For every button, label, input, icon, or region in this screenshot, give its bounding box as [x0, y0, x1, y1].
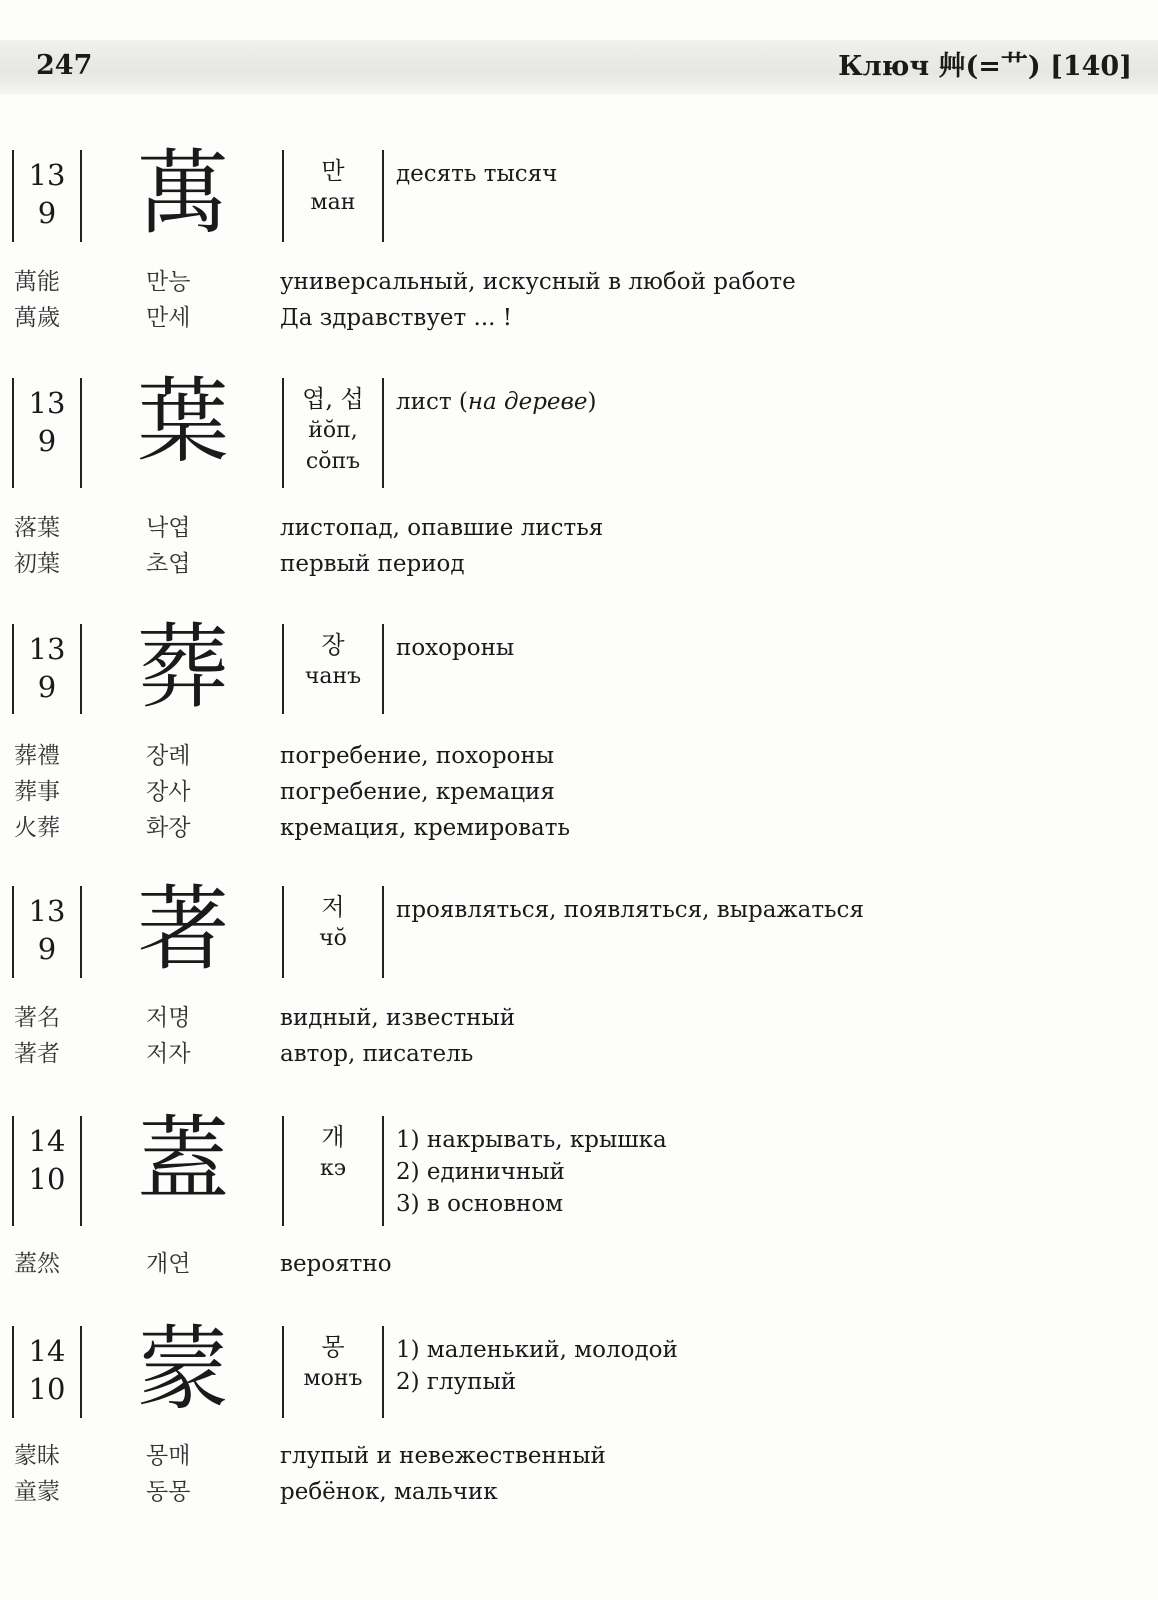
meaning-italic: на дереве [467, 389, 588, 415]
compound-korean: 장례 [146, 743, 191, 769]
transliteration: чŏ [319, 926, 347, 951]
compound-korean: 장사 [146, 779, 191, 805]
headword-hanja: 葉 [136, 368, 229, 475]
compound-hanja: 火葬 [14, 815, 60, 841]
compound-hanja: 著名 [14, 1005, 60, 1031]
meaning-line: 3) в основном [396, 1191, 564, 1217]
compound-row [0, 738, 1158, 774]
compound-korean: 동몽 [146, 1479, 191, 1505]
stroke-count-box [12, 624, 82, 714]
meaning-line: похороны [396, 635, 515, 661]
compound-meaning: ребёнок, мальчик [280, 1479, 498, 1505]
meaning-line: 1) маленький, молодой [396, 1337, 678, 1363]
compound-list [0, 1246, 1158, 1282]
compound-row [0, 264, 1158, 300]
reading-box [282, 624, 384, 714]
reading-box [282, 886, 384, 978]
meaning-line: десять тысяч [396, 161, 558, 187]
compound-korean: 화장 [146, 815, 191, 841]
stroke-extra: 9 [37, 932, 57, 966]
compound-korean: 개연 [146, 1251, 191, 1277]
korean-reading: 저 [321, 893, 345, 921]
meaning [396, 632, 1136, 664]
stroke-count-box [12, 1116, 82, 1226]
stroke-count-box [12, 1326, 82, 1418]
compound-korean: 몽매 [146, 1443, 191, 1469]
stroke-count-box [12, 886, 82, 978]
compound-meaning: погребение, кремация [280, 779, 555, 805]
compound-row [0, 774, 1158, 810]
compound-row [0, 1000, 1158, 1036]
compound-meaning: погребение, похороны [280, 743, 555, 769]
compound-list [0, 1438, 1158, 1510]
stroke-total: 13 [28, 158, 66, 192]
transliteration: монъ [303, 1366, 363, 1391]
korean-reading: 개 [321, 1123, 345, 1151]
compound-row [0, 546, 1158, 582]
compound-row [0, 1438, 1158, 1474]
meaning [396, 158, 1136, 190]
compound-korean: 저자 [146, 1041, 191, 1067]
meaning [396, 1124, 1136, 1220]
meaning [396, 1334, 1136, 1398]
compound-korean: 낙엽 [146, 515, 191, 541]
meaning-line: 2) глупый [396, 1369, 517, 1395]
meaning-suffix: ) [587, 389, 597, 415]
compound-hanja: 落葉 [14, 515, 60, 541]
compound-meaning: первый период [280, 551, 465, 577]
stroke-extra: 9 [37, 670, 57, 704]
stroke-extra: 9 [37, 196, 57, 230]
reading-box [282, 1116, 384, 1226]
compound-hanja: 蒙昧 [14, 1443, 60, 1469]
compound-korean: 초엽 [146, 551, 191, 577]
compound-hanja: 著者 [14, 1041, 60, 1067]
compound-hanja: 蓋然 [14, 1251, 60, 1277]
compound-row [0, 810, 1158, 846]
reading-box [282, 150, 384, 242]
meaning-line: 1) накрывать, крышка [396, 1127, 667, 1153]
running-head: Ключ 艸(=艹) [140] [838, 51, 1132, 82]
compound-meaning: универсальный, искусный в любой работе [280, 269, 796, 295]
compound-meaning: видный, известный [280, 1005, 516, 1031]
transliteration-alt: сŏпъ [305, 449, 361, 474]
compound-meaning: глупый и невежественный [280, 1443, 606, 1469]
headword-hanja: 萬 [136, 140, 229, 247]
compound-row [0, 1246, 1158, 1282]
stroke-total: 13 [28, 894, 66, 928]
compound-row [0, 1474, 1158, 1510]
stroke-total: 13 [28, 632, 66, 666]
meaning [396, 386, 1136, 418]
transliteration: йŏп, [308, 418, 358, 443]
compound-meaning: вероятно [280, 1251, 392, 1277]
compound-list [0, 264, 1158, 336]
compound-list [0, 738, 1158, 846]
compound-row [0, 1036, 1158, 1072]
korean-reading: 몽 [321, 1333, 345, 1361]
compound-korean: 만세 [146, 305, 191, 331]
compound-meaning: листопад, опавшие листья [280, 515, 604, 541]
compound-row [0, 300, 1158, 336]
compound-hanja: 初葉 [14, 551, 60, 577]
compound-hanja: 葬禮 [14, 743, 60, 769]
transliteration: ман [310, 190, 356, 215]
stroke-extra: 10 [28, 1162, 66, 1196]
stroke-total: 14 [28, 1124, 66, 1158]
transliteration: кэ [319, 1156, 347, 1181]
meaning-line: проявляться, появляться, выражаться [396, 897, 864, 923]
page-number: 247 [36, 50, 93, 81]
meaning-prefix: лист ( [396, 389, 468, 415]
headword-hanja: 葬 [136, 614, 229, 721]
transliteration: чанъ [304, 664, 362, 689]
meaning-line: 2) единичный [396, 1159, 565, 1185]
stroke-total: 13 [28, 386, 66, 420]
compound-row [0, 510, 1158, 546]
stroke-count-box [12, 150, 82, 242]
compound-hanja: 萬歲 [14, 305, 60, 331]
stroke-count-box [12, 378, 82, 488]
compound-korean: 저명 [146, 1005, 191, 1031]
compound-korean: 만능 [146, 269, 191, 295]
korean-reading: 엽, 섭 [302, 385, 364, 413]
compound-list [0, 510, 1158, 582]
korean-reading: 만 [321, 157, 345, 185]
compound-meaning: автор, писатель [280, 1041, 474, 1067]
reading-box [282, 378, 384, 488]
stroke-extra: 9 [37, 424, 57, 458]
compound-meaning: кремация, кремировать [280, 815, 570, 841]
compound-hanja: 萬能 [14, 269, 60, 295]
compound-meaning: Да здравствует ... ! [280, 305, 513, 331]
headword-hanja: 蒙 [136, 1316, 229, 1423]
headword-hanja: 著 [136, 876, 229, 983]
stroke-total: 14 [28, 1334, 66, 1368]
meaning [396, 894, 1136, 926]
stroke-extra: 10 [28, 1372, 66, 1406]
compound-hanja: 童蒙 [14, 1479, 60, 1505]
korean-reading: 장 [321, 631, 345, 659]
reading-box [282, 1326, 384, 1418]
headword-hanja: 蓋 [136, 1106, 229, 1213]
compound-hanja: 葬事 [14, 779, 60, 805]
compound-list [0, 1000, 1158, 1072]
